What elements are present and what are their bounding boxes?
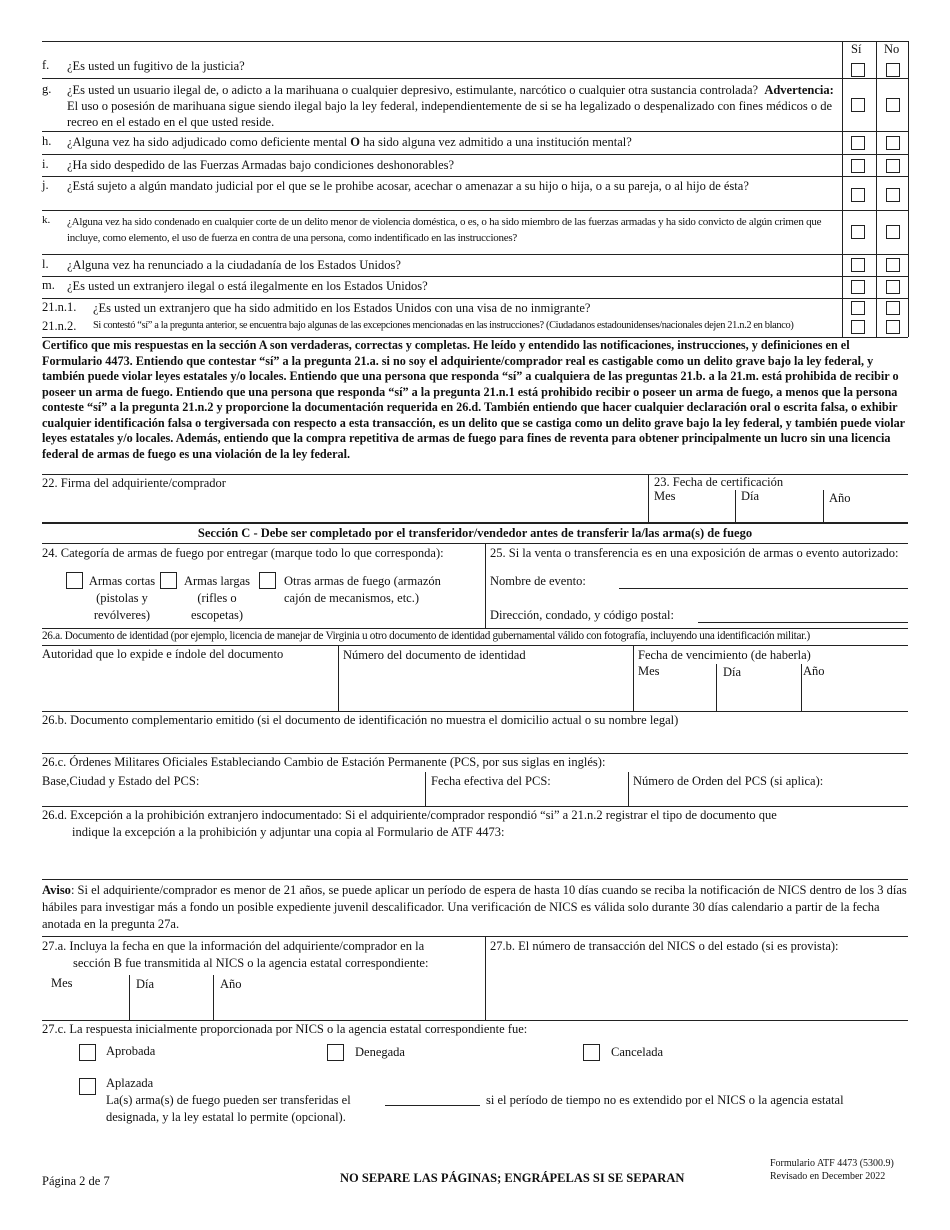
- question-21n2-yes-checkbox[interactable]: [851, 320, 865, 334]
- handgun-label: Armas cortas (pistolas y revólveres): [88, 574, 156, 622]
- buyer-signature-field[interactable]: [42, 490, 647, 520]
- field-26d-label-2: indique la excepción a la prohibición y adjuntar una copia al Formulario de ATF 4473:: [72, 825, 505, 839]
- other-firearm-label: Otras armas de fuego (armazón cajón de mecanismos, etc.): [284, 574, 441, 605]
- nics-date-day-label: Día: [136, 977, 155, 991]
- question-21n2-no-checkbox[interactable]: [886, 320, 900, 334]
- question-g-no-checkbox[interactable]: [886, 98, 900, 112]
- question-21n1-no-checkbox[interactable]: [886, 301, 900, 315]
- field-26a-label: 26.a. Documento de identidad (por ejemplo, licencia de manejar de Virginia u otro documento de identidad gubernamental válido con fotografía, incluyendo una identificación militar.): [42, 630, 810, 642]
- long-gun-label: Armas largas (rifles o escopetas): [183, 574, 251, 622]
- delayed-text-3: designada, y la ley estatal lo permite (opcional).: [106, 1110, 346, 1124]
- id-expiry-day-label: Día: [723, 665, 742, 679]
- cert-date-day-label: Día: [741, 489, 760, 503]
- question-m-yes-checkbox[interactable]: [851, 280, 865, 294]
- yes-column-header: Sí: [851, 42, 862, 56]
- id-expiry-month-label: Mes: [638, 664, 660, 678]
- question-k-no-checkbox[interactable]: [886, 225, 900, 239]
- cancelled-checkbox[interactable]: [583, 1044, 600, 1061]
- question-i-yes-checkbox[interactable]: [851, 159, 865, 173]
- id-expiry-year-label: Año: [803, 664, 825, 678]
- id-number-label: Número del documento de identidad: [343, 648, 526, 662]
- question-f-no-checkbox[interactable]: [886, 63, 900, 77]
- handgun-checkbox[interactable]: [66, 572, 83, 589]
- field-26d-label: 26.d. Excepción a la prohibición extranjero indocumentado: Si el adquiriente/comprador respondió “si” a 21.n.2 registrar el tipo de documento que: [42, 808, 777, 822]
- cert-date-month-label: Mes: [654, 489, 676, 503]
- certification-statement: Certifico que mis respuestas en la sección A son verdaderas, correctas y completas. He leído y entendido las notificaciones, instrucciones, y definiciones en el Formulario 4473. Entiendo que contestar “sí” a la pregunta 21.a. si no soy el adquiriente/comprador real es castigable como un delito grave bajo la ley federal, y también puede violar leyes estatales y/o locales. Entiendo que una persona que responda “sí” a cualquiera de las preguntas 21.b. a la 21.m. está prohibida de recibir o poseer un arma de fuego. Entiendo que una persona que responda “sí” a la pregunta 21.n.1 está prohibido recibir o poseer un arma de fuego, a menos que la persona conteste “sí” a la pregunta 21.n.2 y proporcione la documentación requerida en 26.d. También entiendo que hacer cualquier declaración oral o escrita falsa, o exhibir cualquier identificación falsa o tergiversada con respecto a esta transacción, es un delito que se castiga como un delito grave bajo la ley federal, y también puede violar leyes estatales y/o locales. Además, entiendo que la compra repetitiva de armas de fuego para fines de reventa para obtener principalmente un lucro sin una licencia federal de armas de fuego es una violación de la ley federal.: [42, 338, 905, 461]
- nics-date-month-label: Mes: [51, 976, 73, 990]
- question-h-no-checkbox[interactable]: [886, 136, 900, 150]
- field-22-label: 22. Firma del adquiriente/comprador: [42, 476, 226, 490]
- question-l-no-checkbox[interactable]: [886, 258, 900, 272]
- pcs-date-label: Fecha efectiva del PCS:: [431, 774, 551, 788]
- question-f-yes-checkbox[interactable]: [851, 63, 865, 77]
- cert-date-year-label: Año: [829, 491, 851, 505]
- question-g-yes-checkbox[interactable]: [851, 98, 865, 112]
- question-j-yes-checkbox[interactable]: [851, 188, 865, 202]
- delayed-label: Aplazada: [106, 1076, 154, 1090]
- field-23-label: 23. Fecha de certificación: [654, 475, 784, 489]
- question-21n1-yes-checkbox[interactable]: [851, 301, 865, 315]
- field-27a-label: 27.a. Incluya la fecha en que la información del adquiriente/comprador en la: [42, 939, 425, 953]
- question-m-no-checkbox[interactable]: [886, 280, 900, 294]
- question-l-yes-checkbox[interactable]: [851, 258, 865, 272]
- id-expiry-label: Fecha de vencimiento (de haberla): [638, 648, 811, 662]
- event-name-field[interactable]: [619, 588, 908, 589]
- id-issuer-label: Autoridad que lo expide e índole del documento: [42, 647, 284, 661]
- field-26b-label: 26.b. Documento complementario emitido (si el documento de identificación no muestra el domicilio actual o su nombre legal): [42, 713, 679, 727]
- delayed-checkbox[interactable]: [79, 1078, 96, 1095]
- field-27c-label: 27.c. La respuesta inicialmente proporcionada por NICS o la agencia estatal correspondiente fue:: [42, 1022, 528, 1036]
- approved-checkbox[interactable]: [79, 1044, 96, 1061]
- field-26c-label: 26.c. Órdenes Militares Oficiales Estableciando Cambio de Estación Permanente (PCS, por sus siglas en inglés):: [42, 755, 606, 769]
- event-address-label: Dirección, condado, y código postal:: [490, 608, 674, 622]
- event-name-label: Nombre de evento:: [490, 574, 586, 588]
- cancelled-label: Cancelada: [611, 1045, 664, 1059]
- delayed-text-2: si el período de tiempo no es extendido por el NICS o la agencia estatal: [486, 1093, 844, 1107]
- section-c-title: Sección C - Debe ser completado por el transferidor/vendedor antes de transferir la/las arma(s) de fuego: [197, 526, 753, 540]
- footer-instruction: NO SEPARE LAS PÁGINAS; ENGRÁPELAS SI SE SEPARAN: [340, 1171, 685, 1185]
- long-gun-checkbox[interactable]: [160, 572, 177, 589]
- field-25-label: 25. Si la venta o transferencia es en una exposición de armas o evento autorizado:: [490, 546, 899, 560]
- question-i-no-checkbox[interactable]: [886, 159, 900, 173]
- pcs-order-label: Número de Orden del PCS (si aplica):: [633, 774, 824, 788]
- notice-text: Aviso: Si el adquiriente/comprador es menor de 21 años, se puede aplicar un período de espera de hasta 10 días cuando se reciba la notificación de NICS dentro de los 3 días hábiles para investigar más a fondo un posible expediente juvenil descalificador. Una verificación de NICS es válida solo durante 30 días calendario a partir de la fecha anotada en la pregunta 27a.: [42, 883, 907, 931]
- page-number: Página 2 de 7: [42, 1174, 110, 1188]
- event-address-field[interactable]: [698, 622, 908, 623]
- nics-date-year-label: Año: [220, 977, 242, 991]
- field-27a-label-2: sección B fue transmitida al NICS o la agencia estatal correspondiente:: [73, 956, 429, 970]
- no-column-header: No: [884, 42, 900, 56]
- question-j-no-checkbox[interactable]: [886, 188, 900, 202]
- field-24-label: 24. Categoría de armas de fuego por entregar (marque todo lo que corresponda):: [42, 546, 444, 560]
- transfer-date-field[interactable]: [385, 1105, 480, 1106]
- form-number: Formulario ATF 4473 (5300.9): [770, 1158, 894, 1169]
- delayed-text-1: La(s) arma(s) de fuego pueden ser transferidas el: [106, 1093, 351, 1107]
- revision-date: Revisado en December 2022: [770, 1171, 886, 1182]
- approved-label: Aprobada: [106, 1044, 156, 1058]
- pcs-base-label: Base,Ciudad y Estado del PCS:: [42, 774, 200, 788]
- question-h-yes-checkbox[interactable]: [851, 136, 865, 150]
- other-firearm-checkbox[interactable]: [259, 572, 276, 589]
- denied-checkbox[interactable]: [327, 1044, 344, 1061]
- field-27b-label: 27.b. El número de transacción del NICS o del estado (si es provista):: [490, 939, 839, 953]
- question-k-yes-checkbox[interactable]: [851, 225, 865, 239]
- denied-label: Denegada: [355, 1045, 405, 1059]
